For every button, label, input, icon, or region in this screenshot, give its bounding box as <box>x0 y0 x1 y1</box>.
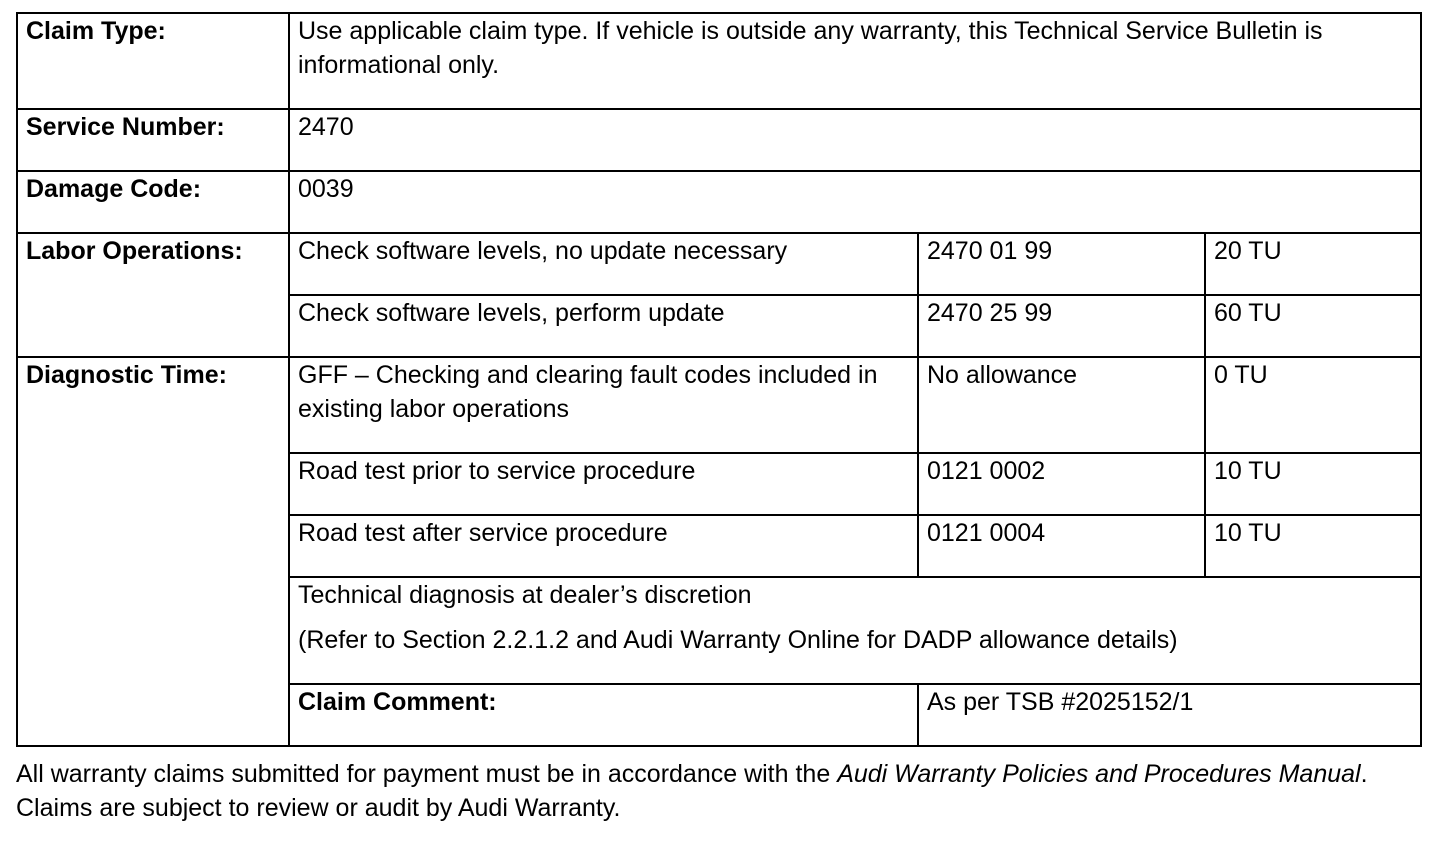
labor-operation-row <box>17 233 1421 295</box>
labor-operation-code: 2470 25 99 <box>918 295 1205 357</box>
labor-operation-code: 2470 01 99 <box>918 233 1205 295</box>
claim-type-value: Use applicable claim type. If vehicle is outside any warranty, this Technical Service Bulletin is informational only. <box>289 13 1421 109</box>
labor-operation-description: Check software levels, no update necessary <box>289 233 918 295</box>
diagnostic-code: No allowance <box>918 357 1205 453</box>
labor-operation-time: 20 TU <box>1205 233 1421 295</box>
diagnostic-note <box>289 577 1421 684</box>
diagnostic-time: 0 TU <box>1205 357 1421 453</box>
claim-comment-label: Claim Comment: <box>289 684 918 746</box>
diagnostic-time-row <box>17 357 1421 453</box>
labor-operation-description: Check software levels, perform update <box>289 295 918 357</box>
footer-text-after: . Claims are subject to review or audit by Audi Warranty. <box>16 760 1368 822</box>
warranty-claim-table <box>16 12 1422 747</box>
diagnostic-time: 10 TU <box>1205 453 1421 515</box>
service-number-value: 2470 <box>289 109 1421 171</box>
claim-type-label: Claim Type: <box>17 13 289 109</box>
service-number-label: Service Number: <box>17 109 289 171</box>
damage-code-row <box>17 171 1421 233</box>
damage-code-value: 0039 <box>289 171 1421 233</box>
diagnostic-note-line: Technical diagnosis at dealer’s discretion <box>298 581 752 609</box>
labor-operations-label: Labor Operations: <box>17 233 289 357</box>
damage-code-label: Damage Code: <box>17 171 289 233</box>
footer-text-before: All warranty claims submitted for payment must be in accordance with the <box>16 760 838 788</box>
dadp-allowance-note: (Refer to Section 2.2.1.2 and Audi Warranty Online for DADP allowance details) <box>298 626 1178 654</box>
claim-comment-value: As per TSB #2025152/1 <box>918 684 1421 746</box>
claim-type-row <box>17 13 1421 109</box>
warranty-footer-note <box>16 757 1436 825</box>
diagnostic-code: 0121 0002 <box>918 453 1205 515</box>
diagnostic-time-label: Diagnostic Time: <box>17 357 289 746</box>
manual-title: Audi Warranty Policies and Procedures Manual <box>837 760 1361 788</box>
diagnostic-description: Road test after service procedure <box>289 515 918 577</box>
service-number-row <box>17 109 1421 171</box>
diagnostic-time: 10 TU <box>1205 515 1421 577</box>
warranty-table-container <box>16 12 1420 747</box>
labor-operation-time: 60 TU <box>1205 295 1421 357</box>
diagnostic-description: GFF – Checking and clearing fault codes included in existing labor operations <box>289 357 918 453</box>
diagnostic-code: 0121 0004 <box>918 515 1205 577</box>
diagnostic-description: Road test prior to service procedure <box>289 453 918 515</box>
